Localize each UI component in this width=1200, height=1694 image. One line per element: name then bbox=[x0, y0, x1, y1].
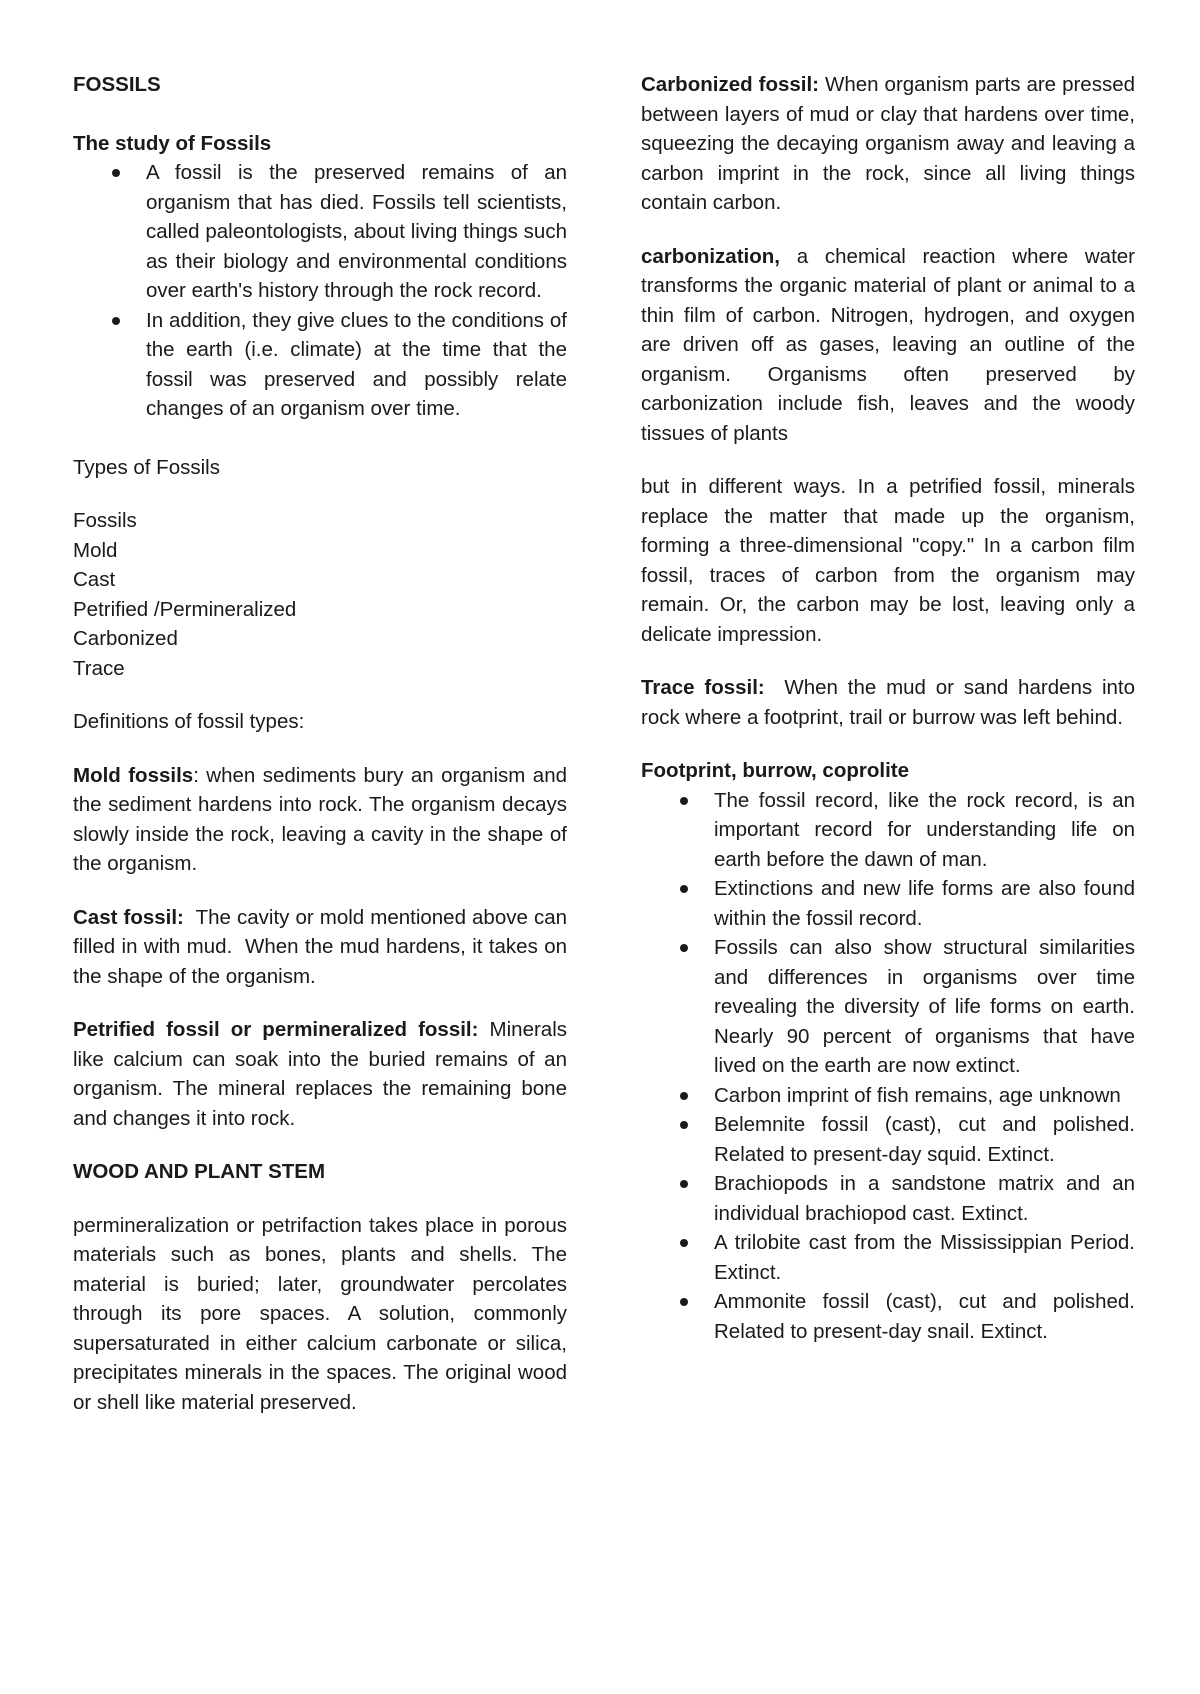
trace-definition bbox=[641, 673, 1141, 732]
wood-paragraph: permineralization or petrifaction takes place in porous materials such as bones, plants and shells. The material is buried; later, groundwater percolates through its pore spaces. A solution, commonly supersaturated in either calcium carbonate or silica, precipitates minerals in the spaces. The original wood or shell like material preserved. bbox=[73, 1213, 567, 1414]
list-item: A fossil is the preserved remains of an organism that has died. Fossils tell scientists, called paleontologists, about living things such as their biology and environmental conditions over earth's history through the rock record. bbox=[146, 158, 567, 306]
petrified-text: Minerals like calcium can soak into the buried remains of an organism. The mineral replaces the remaining bone and changes it into rock. bbox=[73, 1018, 567, 1130]
footprint-bullet-list bbox=[641, 786, 1135, 1347]
document-title: FOSSILS bbox=[73, 73, 161, 96]
definitions-heading: Definitions of fossil types: bbox=[73, 710, 305, 733]
wood-heading: WOOD AND PLANT STEM bbox=[73, 1160, 326, 1183]
list-item: Fossils can also show structural similarities and differences in organisms over time revealing the diversity of life forms on earth. Nearly 90 percent of organisms that have lived on the earth are now extinct. bbox=[714, 933, 1135, 1081]
bullet-icon bbox=[680, 1121, 688, 1129]
carbonized-definition bbox=[641, 70, 1135, 218]
mold-text: : when sediments bury an organism and the sediment hardens into rock. The organism decays slowly inside the rock, leaving a cavity in the shape of the organism. bbox=[73, 763, 567, 875]
carbonized-term: Carbonized fossil: bbox=[641, 73, 819, 96]
types-list bbox=[73, 506, 567, 683]
trace-term: Trace fossil: bbox=[641, 676, 765, 699]
footprint-heading: Footprint, burrow, coprolite bbox=[641, 759, 909, 782]
trace-text: When the mud or sand hardens into rock where a footprint, trail or burrow was left behind. bbox=[641, 676, 1141, 729]
different-ways-paragraph: but in different ways. In a petrified fossil, minerals replace the matter that made up the organism, forming a three-dimensional "copy." In a carbon film fossil, traces of carbon from the organism may remain. Or, the carbon may be lost, leaving only a delicate impression. bbox=[641, 475, 1135, 646]
mold-definition bbox=[73, 761, 567, 879]
bullet-icon bbox=[680, 1239, 688, 1247]
list-item: Mold bbox=[73, 538, 118, 562]
list-item: The fossil record, like the rock record, is an important record for understanding life on earth before the dawn of man. bbox=[714, 786, 1135, 875]
cast-text: The cavity or mold mentioned above can filled in with mud. When the mud hardens, it takes on the shape of the organism. bbox=[73, 905, 573, 988]
petrified-definition bbox=[73, 1015, 567, 1133]
carbonization-term: carbonization, bbox=[641, 244, 780, 268]
bullet-icon bbox=[680, 1298, 688, 1306]
petrified-term: Petrified fossil or permineralized fossil: bbox=[73, 1018, 479, 1041]
bullet-icon bbox=[680, 797, 688, 805]
list-item: A trilobite cast from the Mississippian Period. Extinct. bbox=[714, 1228, 1135, 1287]
study-bullet-list bbox=[73, 158, 567, 424]
list-item: In addition, they give clues to the conditions of the earth (i.e. climate) at the time that the fossil was preserved and possibly relate changes of an organism over time. bbox=[146, 306, 567, 424]
list-item: Carbonized bbox=[73, 627, 178, 650]
study-heading: The study of Fossils bbox=[73, 131, 272, 155]
list-item: Carbon imprint of fish remains, age unknown bbox=[714, 1081, 1135, 1111]
list-item: Fossils bbox=[73, 509, 137, 532]
carbonization-definition bbox=[641, 242, 1135, 449]
bullet-icon bbox=[680, 885, 688, 893]
list-item: Ammonite fossil (cast), cut and polished. Related to present-day snail. Extinct. bbox=[714, 1287, 1135, 1346]
left-column bbox=[73, 70, 573, 1417]
bullet-icon bbox=[680, 944, 688, 952]
bullet-icon bbox=[112, 169, 120, 177]
types-heading: Types of Fossils bbox=[73, 455, 220, 479]
list-item: Belemnite fossil (cast), cut and polished. Related to present-day squid. Extinct. bbox=[714, 1110, 1135, 1169]
right-column bbox=[641, 70, 1141, 1346]
carbonized-text: When organism parts are pressed between layers of mud or clay that hardens over time, squeezing the decaying organism away and leaving a carbon imprint in the rock, since all living things contain carbon. bbox=[641, 73, 1136, 214]
bullet-icon bbox=[680, 1180, 688, 1188]
list-item: Trace bbox=[73, 656, 125, 680]
list-item: Brachiopods in a sandstone matrix and an individual brachiopod cast. Extinct. bbox=[714, 1169, 1135, 1228]
mold-term: Mold fossils bbox=[73, 763, 194, 787]
cast-definition bbox=[73, 903, 573, 992]
bullet-icon bbox=[680, 1092, 688, 1100]
list-item: Extinctions and new life forms are also found within the fossil record. bbox=[714, 874, 1135, 933]
list-item: Cast bbox=[73, 568, 116, 591]
list-item: Petrified /Permineralized bbox=[73, 597, 297, 621]
cast-term: Cast fossil: bbox=[73, 905, 184, 929]
bullet-icon bbox=[112, 317, 120, 325]
carbonization-text: a chemical reaction where water transforms the organic material of plant or animal to a thin film of carbon. Nitrogen, hydrogen, and oxygen are driven off as gases, leaving an outline of the organism. Organisms often preserved by carbonization include fish, leaves and the woody tissues of plants bbox=[641, 244, 1135, 445]
